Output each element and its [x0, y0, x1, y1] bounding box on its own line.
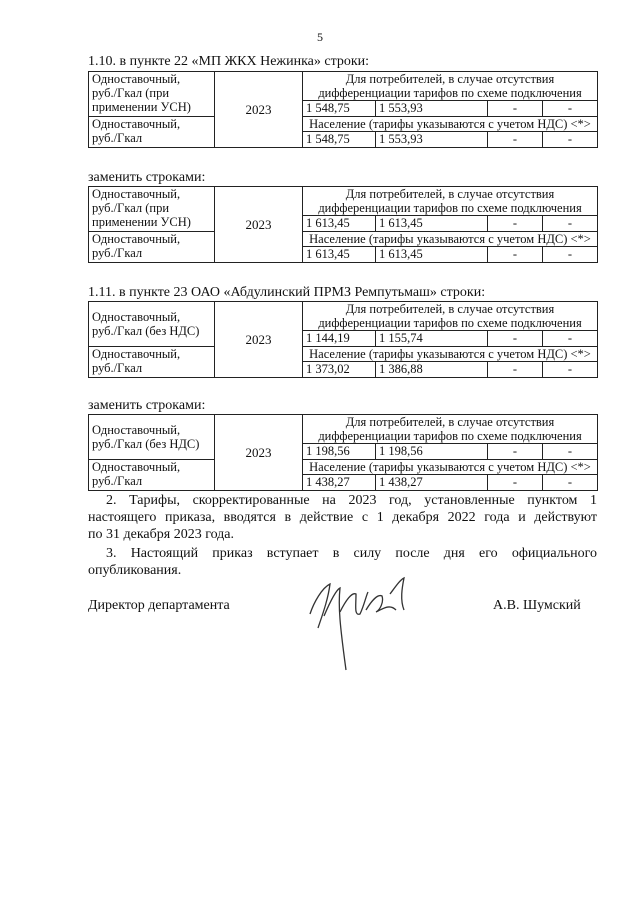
- row-label: Одноставочный, руб./Гкал (при применении УСН): [89, 72, 215, 117]
- year-cell: 2023: [215, 187, 303, 263]
- consumer-header: Для потребителей, в случае отсутствия дифференциации тарифов по схеме подключения: [303, 72, 598, 101]
- population-header: Население (тарифы указываются с учетом НДС) <*>: [303, 117, 598, 132]
- section-heading-4: заменить строками:: [88, 398, 206, 413]
- handwritten-signature: [300, 566, 420, 676]
- paragraph-3: 3. Настоящий приказ вступает в силу после дня его официального опубликования.: [88, 546, 597, 578]
- tariff-table-2: [88, 186, 598, 263]
- table-row: 1 548,75 1 553,93 - -: [89, 132, 598, 148]
- population-header: Население (тарифы указываются с учетом НДС) <*>: [303, 232, 598, 247]
- row-label: Одноставочный, руб./Гкал: [89, 460, 215, 491]
- row-label: Одноставочный, руб./Гкал (без НДС): [89, 302, 215, 347]
- tariff-table-3: [88, 301, 598, 378]
- signer-name: А.В. Шумский: [493, 598, 581, 613]
- year-cell: 2023: [215, 302, 303, 378]
- section-heading-2: заменить строками:: [88, 170, 206, 185]
- table-row: 1 373,02 1 386,88 - -: [89, 362, 598, 378]
- row-label: Одноставочный, руб./Гкал: [89, 347, 215, 378]
- row-label: Одноставочный, руб./Гкал: [89, 232, 215, 263]
- tariff-table-1: [88, 71, 598, 148]
- table-row: 1 548,75 1 553,93 - -: [89, 101, 598, 117]
- section-heading-3: 1.11. в пункте 23 ОАО «Абдулинский ПРМЗ Ремпутьмаш» строки:: [88, 285, 486, 300]
- tariff-table-4: [88, 414, 598, 491]
- row-label: Одноставочный, руб./Гкал: [89, 117, 215, 148]
- section-heading-1: 1.10. в пункте 22 «МП ЖКХ Нежинка» строки:: [88, 54, 370, 69]
- table-row: 1 438,27 1 438,27 - -: [89, 475, 598, 491]
- year-cell: 2023: [215, 72, 303, 148]
- table-row: 1 144,19 1 155,74 - -: [89, 331, 598, 347]
- population-header: Население (тарифы указываются с учетом НДС) <*>: [303, 460, 598, 475]
- paragraph-2: 2. Тарифы, скорректированные на 2023 год, установленные пунктом 1 настоящего приказа, вводятся в действие с 1 декабря 2022 года и действуют по 31 декабря 2023 года.: [88, 493, 597, 542]
- year-cell: 2023: [215, 415, 303, 491]
- table-row: 1 613,45 1 613,45 - -: [89, 216, 598, 232]
- consumer-header: Для потребителей, в случае отсутствия дифференциации тарифов по схеме подключения: [303, 415, 598, 444]
- row-label: Одноставочный, руб./Гкал (при применении УСН): [89, 187, 215, 232]
- row-label: Одноставочный, руб./Гкал (без НДС): [89, 415, 215, 460]
- table-row: 1 613,45 1 613,45 - -: [89, 247, 598, 263]
- consumer-header: Для потребителей, в случае отсутствия дифференциации тарифов по схеме подключения: [303, 187, 598, 216]
- population-header: Население (тарифы указываются с учетом НДС) <*>: [303, 347, 598, 362]
- table-row: 1 198,56 1 198,56 - -: [89, 444, 598, 460]
- signer-title: Директор департамента: [88, 598, 230, 613]
- consumer-header: Для потребителей, в случае отсутствия дифференциации тарифов по схеме подключения: [303, 302, 598, 331]
- page-number: 5: [317, 30, 323, 44]
